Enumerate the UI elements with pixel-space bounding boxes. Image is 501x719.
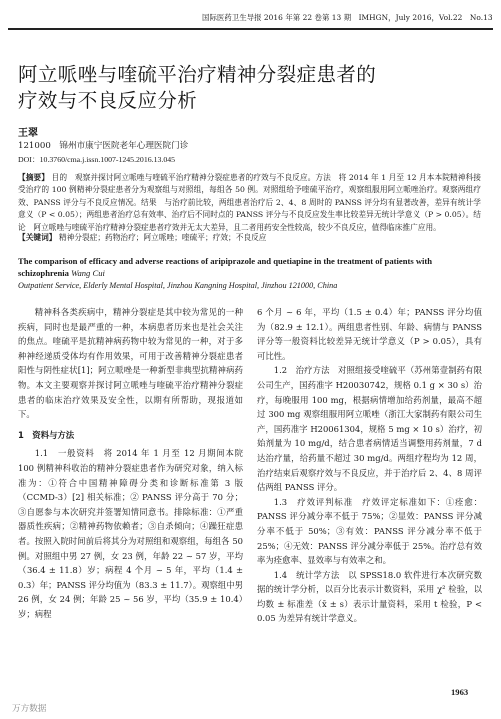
keywords-text: 精神分裂症；药物治疗；阿立哌唑；喹硫平；疗效；不良反应 bbox=[56, 233, 267, 242]
abstract bbox=[18, 172, 481, 234]
paragraph-continued: 6 个月 ~ 6 年，平均（1.5 ± 0.4）年；PANSS 评分均值为（82.9 ± 12.1）。两组患者性别、年龄、病情与 PANSS 评分等一般资料比较差异无统计学意义（P > 0.05），具有可比性。 bbox=[257, 307, 482, 361]
author-name: 王翠 bbox=[18, 128, 38, 139]
abstract-text: 目的 观察并探讨阿立哌唑与喹硫平治疗精神分裂症患者的疗效与不良反应。方法 将 2014 年 1 月至 12 月本本院精神科接受治疗的 100 例精神分裂症患者分为观察组与对照组，每组各 50 例。对照组给予喹硫平治疗，观察组服用阿立哌唑治疗。观察两组疗效、PANSS 评分与不良反应情况。结果 与治疗前比较，两组患者治疗后 2、4、8 周时的 PANSS 评分均有显著改善，差异有统计学意义（P < 0.05）；两组患者治疗总有效率、治疗后不同时点的 PANSS 评分与不良反应发生率比较差异无统计学意义（P > 0.05）。结论 阿立哌唑与喹硫平治疗精神分裂症患者疗效并无太大差异，且二者用药安全性较高，较少不良反应，值得临床推广应用。 bbox=[18, 173, 481, 232]
english-author: Wang Cui bbox=[71, 267, 105, 278]
keywords-label: 【关键词】 bbox=[18, 233, 57, 242]
doi: DOI：10.3760/cma.j.issn.1007-1245.2016.13.045 bbox=[18, 155, 176, 164]
intro-paragraph: 精神科各类疾病中，精神分裂症是其中较为常见的一种疾病，同时也是最严重的一种，本病患者历来也是社会关注的焦点。喹硫平是抗精神病药物中较为常见的一种，对于多种神经递质受体均有作用效果，可用于改善精神分裂症患者阳性与阴性症状[1]；阿立哌唑是一种新型非典型抗精神病药物。本文主要观察并探讨阿立哌唑与喹硫平治疗精神分裂症患者的临床治疗效果及安全性，以期有所帮助，现报道如下。 bbox=[18, 307, 243, 420]
keywords bbox=[18, 232, 481, 244]
section-heading-1: 1 资料与方法 bbox=[18, 429, 75, 440]
title-line-1: 阿立哌唑与喹硫平治疗精神分裂症患者的 bbox=[18, 63, 377, 86]
english-title-text: The comparison of efficacy and adverse reactions of aripiprazole and quetiapine in the treatment of patients with schizophrenia bbox=[18, 256, 433, 278]
watermark: 万方数据 bbox=[12, 704, 47, 714]
paragraph-1-2: 1.2 治疗方法 对照组接受喹硫平（苏州第壹制药有限公司生产，国药准字 H20030742，规格 0.1 g × 30 s）治疗，每晚服用 100 mg，根据病情增加给药剂量，最高不超过 300 mg 观察组服用阿立哌唑（浙江大家制药有限公司生产，国药准字 H20061304，规格 5 mg × 10 s）治疗，初始剂量为 10 mg/d，结合患者病情适当调整用药剂量，7 d 达治疗量，给药量不超过 30 mg/d。两组疗程均为 12 周，治疗结束后观察疗效与不良反应，并于治疗后 2、4、8 周评估两组 PANSS 评分。 bbox=[257, 365, 482, 493]
english-title bbox=[18, 256, 481, 279]
title-line-2: 疗效与不良反应分析 bbox=[18, 89, 198, 112]
english-affiliation: Outpatient Service, Elderly Mental Hospital, Jinzhou Kangning Hospital, Jinzhou 121000, China bbox=[18, 281, 338, 290]
paragraph-1-4: 1.4 统计学方法 以 SPSS18.0 软件进行本次研究数据的统计学分析，以百分比表示计数资料，采用 χ² 检验，以均数 ± 标准差（x̄ ± s）表示计量资料，采用 t 检验，P < 0.05 为差异有统计学意义。 bbox=[257, 569, 482, 624]
paragraph-1-1: 1.1 一般资料 将 2014 年 1 月至 12 月期间本院 100 例精神科收治的精神分裂症患者作为研究对象，纳入标准为：①符合中国精神障碍分类和诊断标准第 3 版（CCMD-3）[2] 相关标准；② PANSS 评分高于 70 分；③自愿参与本次研究并签署知情同意书。排除标准：①严重器质性疾病；②精神药物依赖者；③自杀倾向；④躁狂症患者。按照入院时间前后将其分为对照组和观察组，每组各 50 例。对照组中男 27 例，女 23 例，年龄 22 ~ 57 岁，平均（36.4 ± 11.8）岁；病程 4 个月 ~ 5 年，平均（1.4 ± 0.3）年；PANSS 评分均值为（83.3 ± 11.7）。观察组中男 26 例，女 24 例；年龄 25 ~ 56 岁，平均（35.9 ± 10.4）岁；病程 bbox=[18, 448, 243, 619]
article-title bbox=[18, 62, 488, 114]
author-affiliation: 121000 锦州市康宁医院老年心理医院门诊 bbox=[18, 141, 189, 151]
abstract-label: 【摘要】 bbox=[18, 173, 50, 182]
page-number: 1963 bbox=[451, 687, 469, 697]
journal-header: 国际医药卫生导报 2016 年第 22 卷第 13 期 IMHGN，July 2016，Vol.22 No.13 bbox=[202, 13, 493, 22]
left-column bbox=[18, 305, 243, 621]
right-column bbox=[257, 305, 482, 626]
paragraph-1-3: 1.3 疗效评判标准 疗效评定标准如下：①痊愈：PANSS 评分减分率不低于 75%；②显效：PANSS 评分减分率不低于 50%；③有效：PANSS 评分减分率不低于 25%；④无效：PANSS 评分减分率低于 25%。治疗总有效率为痊愈率、显效率与有效率之和。 bbox=[257, 496, 482, 566]
header-rule bbox=[8, 28, 493, 30]
